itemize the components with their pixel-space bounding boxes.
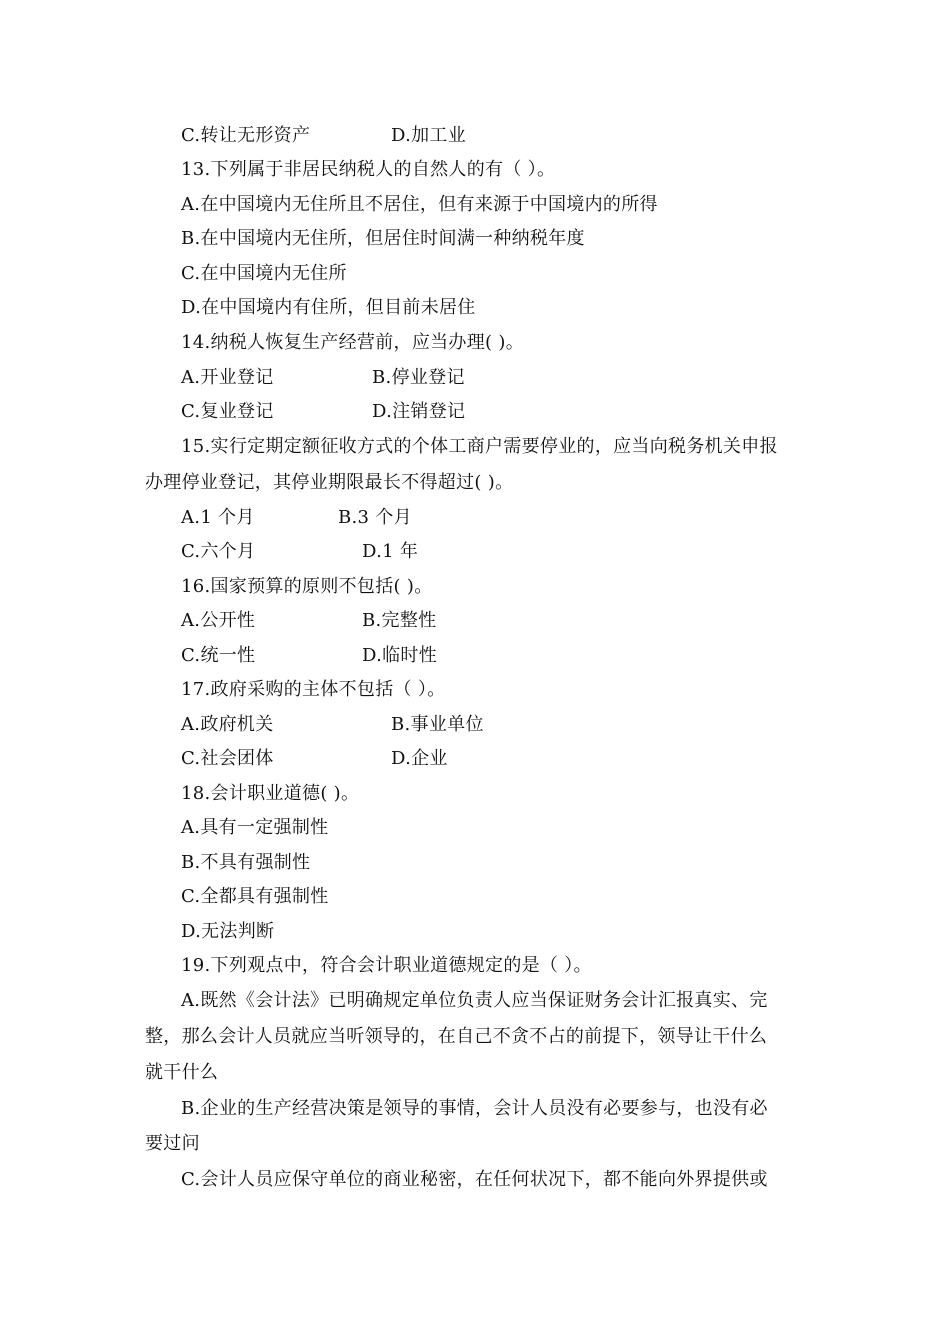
option-d: D.加工业 bbox=[391, 125, 467, 146]
option-c: C.六个月 bbox=[181, 541, 256, 562]
question-13: 13.下列属于非居民纳税人的自然人的有（ ）。 bbox=[181, 159, 556, 180]
option-a: A.公开性 bbox=[181, 610, 256, 631]
option-d: D.在中国境内有住所，但目前未居住 bbox=[181, 297, 476, 318]
option-d: D.企业 bbox=[391, 748, 448, 769]
option-b: B.在中国境内无住所，但居住时间满一种纳税年度 bbox=[181, 228, 585, 249]
option-c: C.转让无形资产 bbox=[181, 125, 311, 146]
option-a: A.政府机关 bbox=[181, 714, 274, 735]
option-a: A.既然《会计法》已明确规定单位负责人应当保证财务会计汇报真实、完 bbox=[181, 990, 768, 1011]
option-c: C.社会团体 bbox=[181, 748, 274, 769]
option-d: D.无法判断 bbox=[181, 921, 275, 942]
option-c: C.会计人员应保守单位的商业秘密，在任何状况下，都不能向外界提供或 bbox=[181, 1169, 768, 1190]
question-15-continued: 办理停业登记，其停业期限最长不得超过( )。 bbox=[145, 472, 514, 493]
option-c: C.统一性 bbox=[181, 645, 256, 666]
question-16: 16.国家预算的原则不包括( )。 bbox=[181, 576, 433, 597]
option-a: A.开业登记 bbox=[181, 367, 274, 388]
option-a-continued: 整，那么会计人员就应当听领导的，在自己不贪不占的前提下，领导让干什么 bbox=[145, 1026, 768, 1047]
option-b: B.企业的生产经营决策是领导的事情，会计人员没有必要参与，也没有必 bbox=[181, 1098, 768, 1119]
question-18: 18.会计职业道德( )。 bbox=[181, 783, 360, 804]
option-b: B.3 个月 bbox=[338, 507, 412, 528]
question-17: 17.政府采购的主体不包括（ ）。 bbox=[181, 679, 446, 700]
option-a-continued: 就干什么 bbox=[145, 1062, 219, 1083]
question-14: 14.纳税人恢复生产经营前，应当办理( )。 bbox=[181, 332, 524, 353]
option-b: B.事业单位 bbox=[391, 714, 484, 735]
option-a: A.具有一定强制性 bbox=[181, 817, 329, 838]
option-d: D.1 年 bbox=[362, 541, 419, 562]
option-a: A.1 个月 bbox=[181, 507, 255, 528]
question-15: 15.实行定期定额征收方式的个体工商户需要停业的，应当向税务机关申报 bbox=[181, 436, 778, 457]
option-c: C.复业登记 bbox=[181, 401, 274, 422]
option-c: C.在中国境内无住所 bbox=[181, 263, 347, 284]
option-d: D.注销登记 bbox=[372, 401, 466, 422]
option-b: B.不具有强制性 bbox=[181, 852, 311, 873]
option-b-continued: 要过问 bbox=[145, 1133, 200, 1154]
option-b: B.停业登记 bbox=[372, 367, 465, 388]
option-a: A.在中国境内无住所且不居住，但有来源于中国境内的所得 bbox=[181, 194, 658, 215]
question-19: 19.下列观点中，符合会计职业道德规定的是（ ）。 bbox=[181, 955, 592, 976]
option-c: C.全都具有强制性 bbox=[181, 886, 329, 907]
option-d: D.临时性 bbox=[362, 645, 438, 666]
option-b: B.完整性 bbox=[362, 610, 437, 631]
